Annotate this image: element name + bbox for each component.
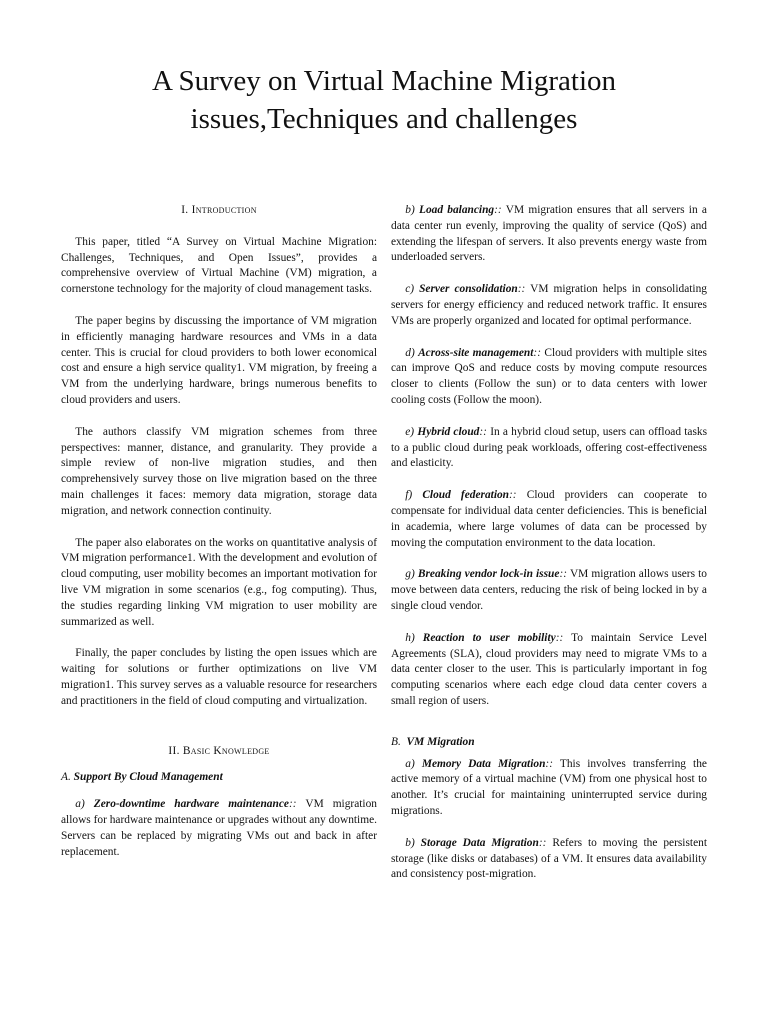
item-user-mobility: h) Reaction to user mobility:: To maintain Service Level Agreements (SLA), cloud providers may need to migrate VMs to a data center closer to the user. This is particularly important in fog computing scenarios where each edge cloud data center covers a small region of users. xyxy=(391,631,707,707)
item-memory-data-migration: a) Memory Data Migration:: This involves transferring the active memory of a virtual machine (VM) from one physical host to another. It’s crucial for maintaining uninterrupted service during migrations. xyxy=(391,757,707,817)
item-hybrid-cloud: e) Hybrid cloud:: In a hybrid cloud setup, users can offload tasks to a public cloud during peak workloads, offering cost-effectiveness and elasticity. xyxy=(391,425,708,470)
left-column xyxy=(61,203,377,860)
intro-paragraph-5: Finally, the paper concludes by listing the open issues which are waiting for solutions or further optimizations on live VM migration1. This survey serves as a valuable resource for researchers and practitioners in the field of cloud computing and virtualization. xyxy=(61,647,377,707)
subsection-heading-cloud-management: A. Support By Cloud Management xyxy=(61,771,223,784)
section-heading-introduction: I. Introduction xyxy=(181,204,257,216)
item-vendor-lock-in: g) Breaking vendor lock-in issue:: VM migration allows users to move between data centers, reducing the risk of being locked in by a single cloud vendor. xyxy=(391,568,707,612)
section-heading-basic-knowledge: II. Basic Knowledge xyxy=(168,744,270,757)
item-storage-data-migration: b) Storage Data Migration:: Refers to moving the persistent storage (like disks or databases) of a VM. It ensures data availability and consistency post-migration. xyxy=(391,836,707,881)
paper-title-line-1: A Survey on Virtual Machine Migration xyxy=(151,65,617,97)
item-zero-downtime: a) Zero-downtime hardware maintenance:: VM migration allows for hardware maintenance or upgrades without any downtime. Servers can be replaced by migrating VMs out and back in after replacement. xyxy=(61,798,377,858)
item-load-balancing: b) Load balancing:: VM migration ensures that all servers in a data center run evenly, improving the quality of service (QoS) and extending the lifespan of servers. It also prevents energy waste from underloaded servers. xyxy=(391,204,707,264)
intro-paragraph-4: The paper also elaborates on the works on quantitative analysis of VM migration performance1. With the development and evolution of cloud computing, user mobility becomes an important motivation for live VM migration in some scenarios (e.g., fog computing). Thus, the studies regarding linking VM migration to user mobility are summarized as well. xyxy=(61,536,377,628)
item-cloud-federation: f) Cloud federation:: Cloud providers can cooperate to compensate for individual data center deficiencies. This is beneficial in academia, where large volumes of data can be processed by moving the computation environment to the data location. xyxy=(391,489,707,549)
item-server-consolidation: c) Server consolidation:: VM migration helps in consolidating servers for energy efficiency and reduced network traffic. It ensures VMs are properly organized and located for optimal performance. xyxy=(391,283,707,327)
intro-paragraph-1: This paper, titled “A Survey on Virtual Machine Migration: Challenges, Techniques, and Open Issues”, provides a comprehensive overview of Virtual Machine (VM) migration, a cornerstone technology for the majority of cloud management tasks. xyxy=(61,235,377,296)
item-across-site-management: d) Across-site management:: Cloud providers with multiple sites can improve QoS and reduce costs by moving compute resources closer to clients (Follow the sun) or to data centers with lower cooling costs (Follow the moon). xyxy=(391,346,707,406)
intro-paragraph-2: The paper begins by discussing the importance of VM migration in efficiently managing hardware resources and VMs in a data center. This is crucial for cloud providers to both lower economical cost and ensure a high service quality1. VM migration, by freeing a VM from the underlying hardware, brings numerous benefits to cloud providers and users. xyxy=(61,314,377,406)
subsection-heading-vm-migration: B. VM Migration xyxy=(391,735,475,748)
paper-title-line-2: issues,Techniques and challenges xyxy=(190,103,578,135)
intro-paragraph-3: The authors classify VM migration schemes from three perspectives: manner, distance, and granularity. They provide a simple review of non-live migration studies, and then comprehensively survey those on live migration based on the three main challenges it faces: memory data migration, storage data migration, and network connection continuity. xyxy=(61,425,377,517)
right-column xyxy=(391,203,707,883)
paper-title xyxy=(0,62,768,138)
